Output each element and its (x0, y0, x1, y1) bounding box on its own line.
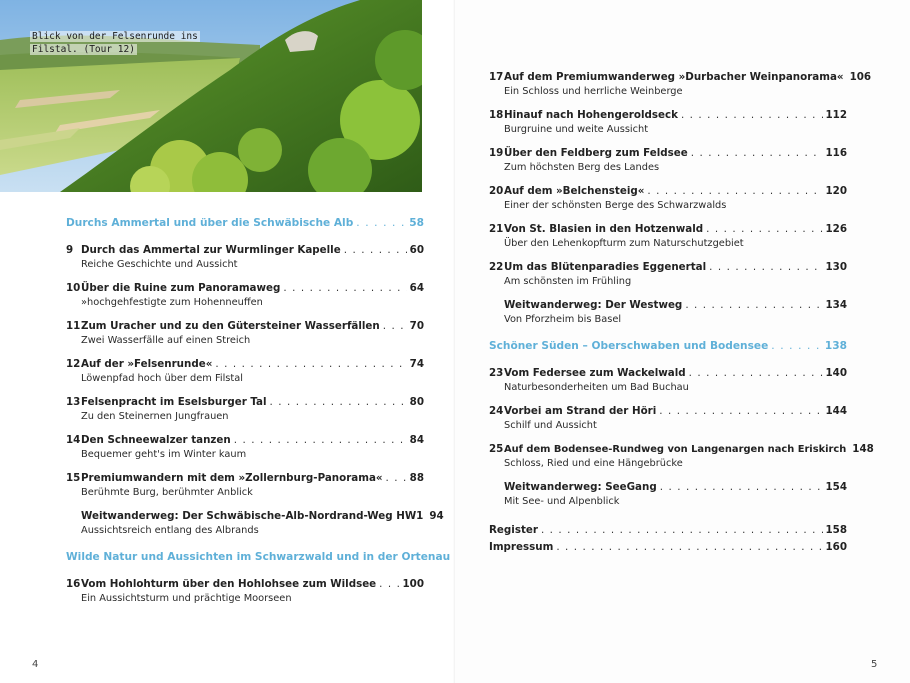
tour-number: 13 (66, 396, 81, 408)
tour-page: 64 (409, 282, 424, 294)
left-page-number: 4 (32, 659, 39, 670)
tour-page: 144 (825, 405, 847, 417)
tour-subtitle: Bequemer geht's im Winter kaum (81, 449, 247, 460)
tour-number: 24 (489, 405, 504, 417)
landscape-photo (0, 0, 422, 192)
tour-number: 19 (489, 147, 504, 159)
leader-dots (356, 216, 406, 231)
section-title: Wilde Natur und Aussichten im Schwarzwald und in der Ortenau (66, 551, 451, 563)
tour-number: 9 (66, 244, 74, 256)
impressum-title: Impressum (489, 541, 554, 553)
tour-number: 16 (66, 578, 81, 590)
tour-number: 17 (489, 71, 504, 83)
tour-subtitle: Schilf und Aussicht (504, 420, 597, 431)
leader-dots (386, 471, 407, 486)
tour-page: 80 (409, 396, 424, 408)
toc-entry-12[interactable] (66, 357, 424, 386)
tour-title: Auf dem »Belchensteig« (504, 185, 645, 197)
tour-subtitle: Löwenpfad hoch über dem Filstal (81, 373, 243, 384)
leader-dots (659, 404, 822, 419)
tour-title: Weitwanderweg: Der Westweg (504, 299, 683, 311)
toc-entry-17[interactable] (489, 70, 872, 99)
leader-dots (681, 108, 823, 123)
leader-dots (344, 243, 407, 258)
section-heading-schwarzwald[interactable] (66, 550, 451, 565)
leader-dots (709, 260, 822, 275)
leader-dots (270, 395, 407, 410)
tour-subtitle: Ein Schloss und herrliche Weinberge (504, 86, 683, 97)
tour-page: 120 (825, 185, 847, 197)
section-page: 58 (409, 217, 424, 229)
tour-page: 74 (409, 358, 424, 370)
leader-dots (283, 281, 406, 296)
leader-dots (706, 222, 822, 237)
tour-title: Auf dem Bodensee-Rundweg von Langenargen nach Eriskirch (504, 444, 847, 455)
leader-dots (215, 357, 406, 372)
leader-dots (647, 184, 822, 199)
tour-subtitle: Berühmte Burg, berühmter Anblick (81, 487, 253, 498)
tour-title: Hinauf nach Hohengeroldseck (504, 109, 678, 121)
tour-subtitle: Reiche Geschichte und Aussicht (81, 259, 238, 270)
tour-subtitle: Einer der schönsten Berge des Schwarzwalds (504, 200, 727, 211)
toc-entry-weitwanderweg-hw1[interactable] (66, 509, 444, 538)
right-page-number: 5 (871, 659, 878, 670)
tour-number: 15 (66, 472, 81, 484)
leader-dots (541, 523, 823, 538)
leader-dots (660, 480, 823, 495)
tour-title: Den Schneewalzer tanzen (81, 434, 231, 446)
tour-number: 14 (66, 434, 81, 446)
tour-page: 116 (825, 147, 847, 159)
section-title: Schöner Süden – Oberschwaben und Bodensee (489, 340, 769, 352)
tour-title: Felsenpracht im Eselsburger Tal (81, 396, 267, 408)
section-heading-schwaebische-alb[interactable] (66, 216, 424, 231)
section-heading-oberschwaben[interactable] (489, 339, 847, 354)
leader-dots (379, 577, 399, 592)
tour-subtitle: Zu den Steinernen Jungfrauen (81, 411, 229, 422)
tour-number: 18 (489, 109, 504, 121)
leader-dots (556, 540, 822, 555)
tour-number: 11 (66, 320, 81, 332)
tour-title: Durch das Ammertal zur Wurmlinger Kapelle (81, 244, 341, 256)
toc-entry-18[interactable] (489, 108, 847, 137)
tour-number: 20 (489, 185, 504, 197)
tour-page: 84 (409, 434, 424, 446)
tour-title: Zum Uracher und zu den Gütersteiner Wasserfällen (81, 320, 380, 332)
toc-entry-13[interactable] (66, 395, 424, 424)
tour-page: 70 (409, 320, 424, 332)
tour-title: Auf der »Felsenrunde« (81, 358, 213, 370)
tour-title: Weitwanderweg: SeeGang (504, 481, 657, 493)
section-page: 138 (824, 340, 847, 352)
tour-subtitle: Burgruine und weite Aussicht (504, 124, 649, 135)
toc-entry-25[interactable] (489, 442, 874, 471)
toc-entry-20[interactable] (489, 184, 847, 213)
tour-title: Weitwanderweg: Der Schwäbische-Alb-Nordrand-Weg HW1 (81, 510, 424, 522)
tour-subtitle: Mit See- und Alpenblick (504, 496, 620, 507)
tour-title: Über den Feldberg zum Feldsee (504, 147, 688, 159)
tour-number: 12 (66, 358, 81, 370)
tour-subtitle: Am schönsten im Frühling (504, 276, 632, 287)
tour-subtitle: Schloss, Ried und eine Hängebrücke (504, 458, 683, 469)
right-table-of-contents (489, 70, 874, 564)
tour-subtitle: Von Pforzheim bis Basel (504, 314, 622, 325)
leader-dots (689, 366, 823, 381)
tour-page: 60 (409, 244, 424, 256)
tour-page: 130 (825, 261, 847, 273)
register-title: Register (489, 524, 538, 536)
tour-title: Vom Hohlohturm über den Hohlohsee zum Wildsee (81, 578, 377, 590)
toc-entry-15[interactable] (66, 471, 424, 500)
caption-line-1: Blick von der Felsenrunde ins (32, 31, 198, 42)
photo-caption (30, 30, 200, 56)
caption-line-2: Filstal. (Tour 12) (32, 44, 135, 55)
toc-entry-24[interactable] (489, 404, 847, 433)
leader-dots (383, 319, 407, 334)
toc-entry-19[interactable] (489, 146, 847, 175)
toc-entry-11[interactable] (66, 319, 424, 348)
tour-subtitle: Zum höchsten Berg des Landes (504, 162, 660, 173)
tour-page: 88 (409, 472, 424, 484)
register-page: 158 (825, 524, 847, 536)
tour-page: 112 (825, 109, 847, 121)
tour-page: 154 (825, 481, 847, 493)
leader-dots (685, 298, 822, 313)
leader-dots (771, 339, 822, 354)
tour-number: 25 (489, 443, 504, 455)
tour-page: 148 (852, 443, 874, 455)
toc-entry-23[interactable] (489, 366, 847, 395)
toc-entry-22[interactable] (489, 260, 847, 289)
toc-entry-impressum[interactable] (489, 540, 847, 555)
tour-title: Vom Federsee zum Wackelwald (504, 367, 686, 379)
toc-entry-10[interactable] (66, 281, 424, 310)
tour-title: Auf dem Premiumwanderweg »Durbacher Weinpanorama« (504, 71, 844, 83)
tour-page: 140 (825, 367, 847, 379)
toc-entry-9[interactable] (66, 243, 424, 272)
tour-subtitle: Über den Lehenkopfturm zum Naturschutzgebiet (504, 238, 744, 249)
tour-title: Über die Ruine zum Panoramaweg (81, 282, 281, 294)
tour-subtitle: Zwei Wasserfälle auf einen Streich (81, 335, 251, 346)
impressum-page: 160 (825, 541, 847, 553)
toc-entry-register[interactable] (489, 523, 847, 538)
left-table-of-contents (66, 212, 451, 615)
tour-title: Um das Blütenparadies Eggenertal (504, 261, 707, 273)
toc-entry-weitwanderweg-seegang[interactable] (489, 480, 847, 509)
tour-subtitle: Aussichtsreich entlang des Albrands (81, 525, 259, 536)
tour-page: 134 (825, 299, 847, 311)
tour-number: 22 (489, 261, 504, 273)
tour-page: 100 (402, 578, 424, 590)
tour-number: 10 (66, 282, 81, 294)
leader-dots (691, 146, 823, 161)
tour-subtitle: Ein Aussichtsturm und prächtige Moorseen (81, 593, 292, 604)
toc-entry-21[interactable] (489, 222, 847, 251)
tour-subtitle: »hochgehfestigte zum Hohenneuffen (81, 297, 263, 308)
section-title: Durchs Ammertal und über die Schwäbische Alb (66, 217, 354, 229)
tour-title: Premiumwandern mit dem »Zollernburg-Panorama« (81, 472, 383, 484)
tour-subtitle: Naturbesonderheiten um Bad Buchau (504, 382, 689, 393)
toc-entry-14[interactable] (66, 433, 424, 462)
tour-title: Von St. Blasien in den Hotzenwald (504, 223, 704, 235)
tour-number: 21 (489, 223, 504, 235)
toc-entry-16[interactable] (66, 577, 424, 606)
tour-title: Vorbei am Strand der Höri (504, 405, 657, 417)
toc-entry-weitwanderweg-westweg[interactable] (489, 298, 847, 327)
tour-page: 106 (849, 71, 872, 83)
tour-page: 126 (825, 223, 847, 235)
filstal-landscape-image (0, 0, 422, 192)
tour-page: 94 (429, 510, 444, 522)
tour-number: 23 (489, 367, 504, 379)
leader-dots (234, 433, 407, 448)
